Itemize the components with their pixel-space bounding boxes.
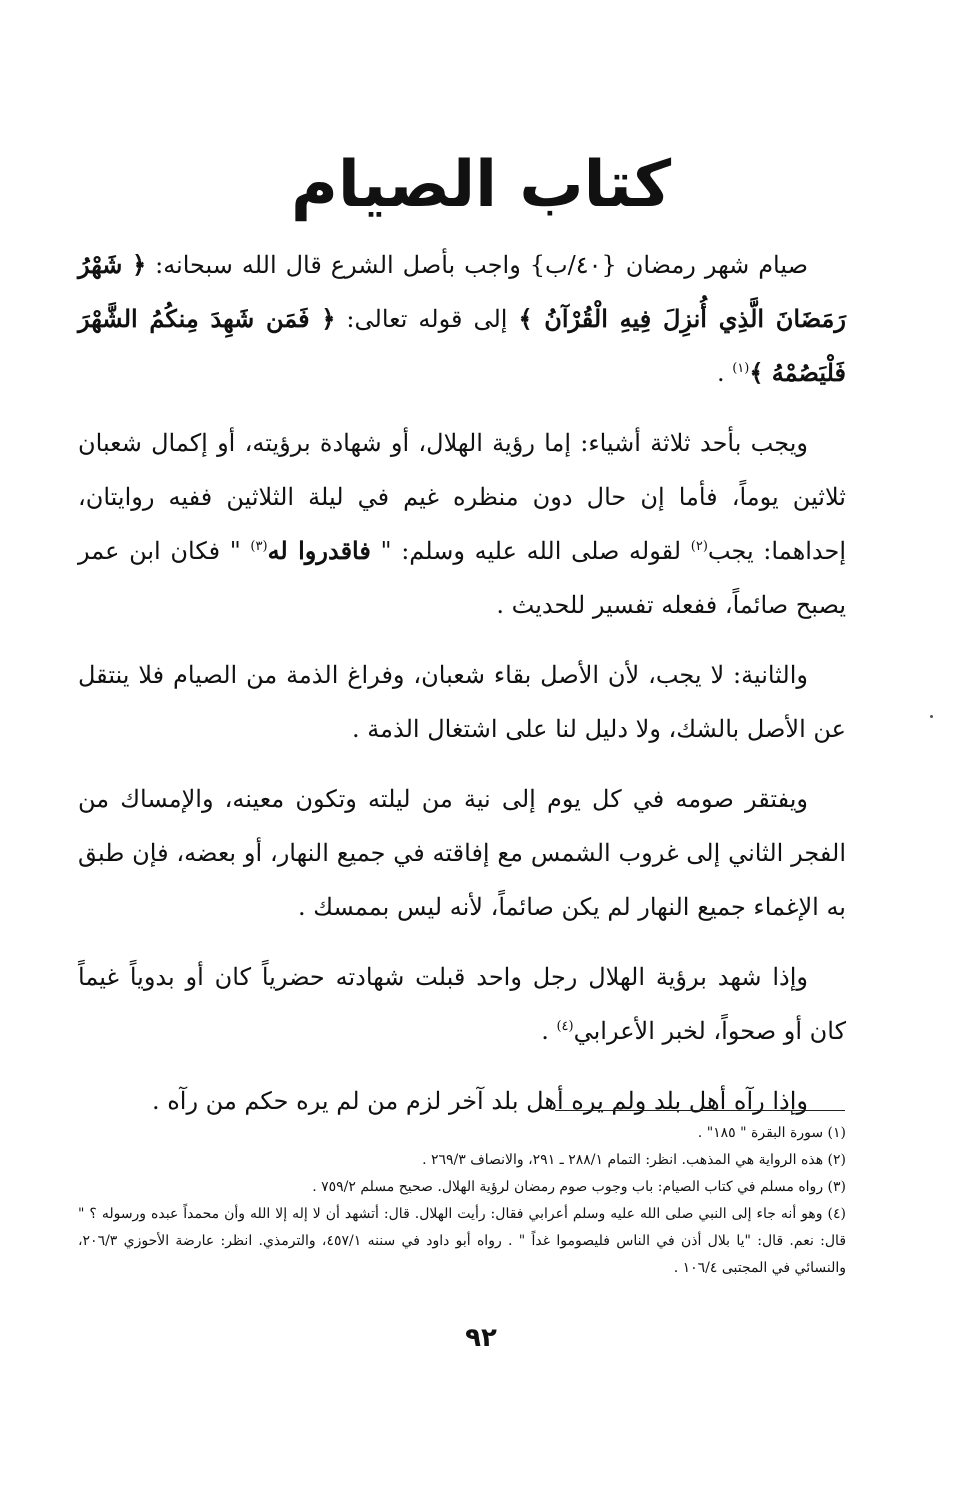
footnote-ref-2: (٢) (690, 539, 708, 554)
footnote-3: (٣) رواه مسلم في كتاب الصيام: باب وجوب صوم رمضان لرؤية الهلال. صحيح مسلم ٧٥٩/٢ . (312, 1179, 846, 1195)
paragraph-1-text-before: صيام شهر رمضان {٤٠/ب} واجب بأصل الشرع قال الله سبحانه: (146, 251, 808, 279)
paragraph-6: وإذا رآه أهل بلد ولم يره أهل بلد آخر لزم من لم يره حكم من رآه . (151, 1087, 808, 1115)
paragraph-5 (78, 950, 846, 1058)
main-text (78, 238, 846, 1144)
hadith-quote: فاقدروا له (267, 536, 371, 565)
footnote-ref-3: (٣) (250, 539, 268, 554)
footnote-ref-4: (٤) (556, 1019, 574, 1034)
footnote-divider (555, 1110, 845, 1111)
paragraph-4: ويفتقر صومه في كل يوم إلى نية من ليلته وتكون معينه، والإمساك من الفجر الثاني إلى غروب الشمس مع إفاقته في جميع النهار، أو بعضه، فإن طبق به الإغماء جميع النهار لم يكن صائماً، لأنه ليس بممسك . (78, 785, 846, 921)
paragraph-2-text-middle: لقوله صلى الله عليه وسلم: " (370, 537, 691, 565)
paragraph-5-text-after: . (541, 1017, 557, 1045)
paragraph-1-text-middle: إلى قوله تعالى: (335, 305, 519, 333)
paragraph-2-text-after: " فكان ابن عمر يصبح صائماً، ففعله تفسير للحديث . (78, 537, 846, 619)
footnote-4: (٤) وهو أنه جاء إلى النبي صلى الله عليه وسلم أعرابي فقال: رأيت الهلال. قال: أتشهد أن لا إله إلا الله وأن محمداً عبده ورسوله ؟ " قال: نعم. قال: "يا بلال أذن في الناس فليصوموا غداً " . رواه أبو داود في سننه ٤٥٧/١، والترمذي. انظر: عارضة الأحوزي ٢٠٦/٣، والنسائي في المجتبى ١٠٦/٤ . (78, 1206, 847, 1276)
footnotes (78, 1120, 846, 1282)
paragraph-1 (78, 238, 846, 400)
quran-verse-2: ﴿ فَمَن شَهِدَ مِنكُمُ الشَّهْرَ فَلْيَصُمْهُ ﴾ (78, 304, 846, 387)
paragraph-3: والثانية: لا يجب، لأن الأصل بقاء شعبان، وفراغ الذمة من الصيام فلا ينتقل عن الأصل بالشك، ولا دليل لنا على اشتغال الذمة . (78, 661, 846, 743)
paragraph-5-text-before: وإذا شهد برؤية الهلال رجل واحد قبلت شهادته حضرياً كان أو بدوياً غيماً كان أو صحواً، لخبر الأعرابي (78, 963, 846, 1045)
quran-verse-1: ﴿ شَهْرُ رَمَضَانَ الَّذِي أُنزِلَ فِيهِ الْقُرْآنُ ﴾ (78, 250, 847, 333)
paragraph-2-text-before: ويجب بأحد ثلاثة أشياء: إما رؤية الهلال، أو شهادة برؤيته، أو إكمال شعبان ثلاثين يوماً، فأما إن حال دون منظره غيم في ليلة الثلاثين ففيه روايتان، إحداهما: يجب (78, 429, 847, 565)
footnote-2: (٢) هذه الرواية هي المذهب. انظر: التمام ٢٨٨/١ ـ ٢٩١، والانصاف ٢٦٩/٣ . (422, 1152, 846, 1168)
page-number: ٩٢ (465, 1323, 497, 1353)
paragraph-2 (78, 416, 846, 632)
scan-speck (930, 715, 933, 718)
footnote-ref-1: (١) (732, 361, 750, 376)
footnote-1: (١) سورة البقرة " ١٨٥" . (697, 1125, 846, 1141)
paragraph-1-text-after: . (716, 359, 733, 387)
chapter-title: كتاب الصيام (290, 148, 672, 222)
